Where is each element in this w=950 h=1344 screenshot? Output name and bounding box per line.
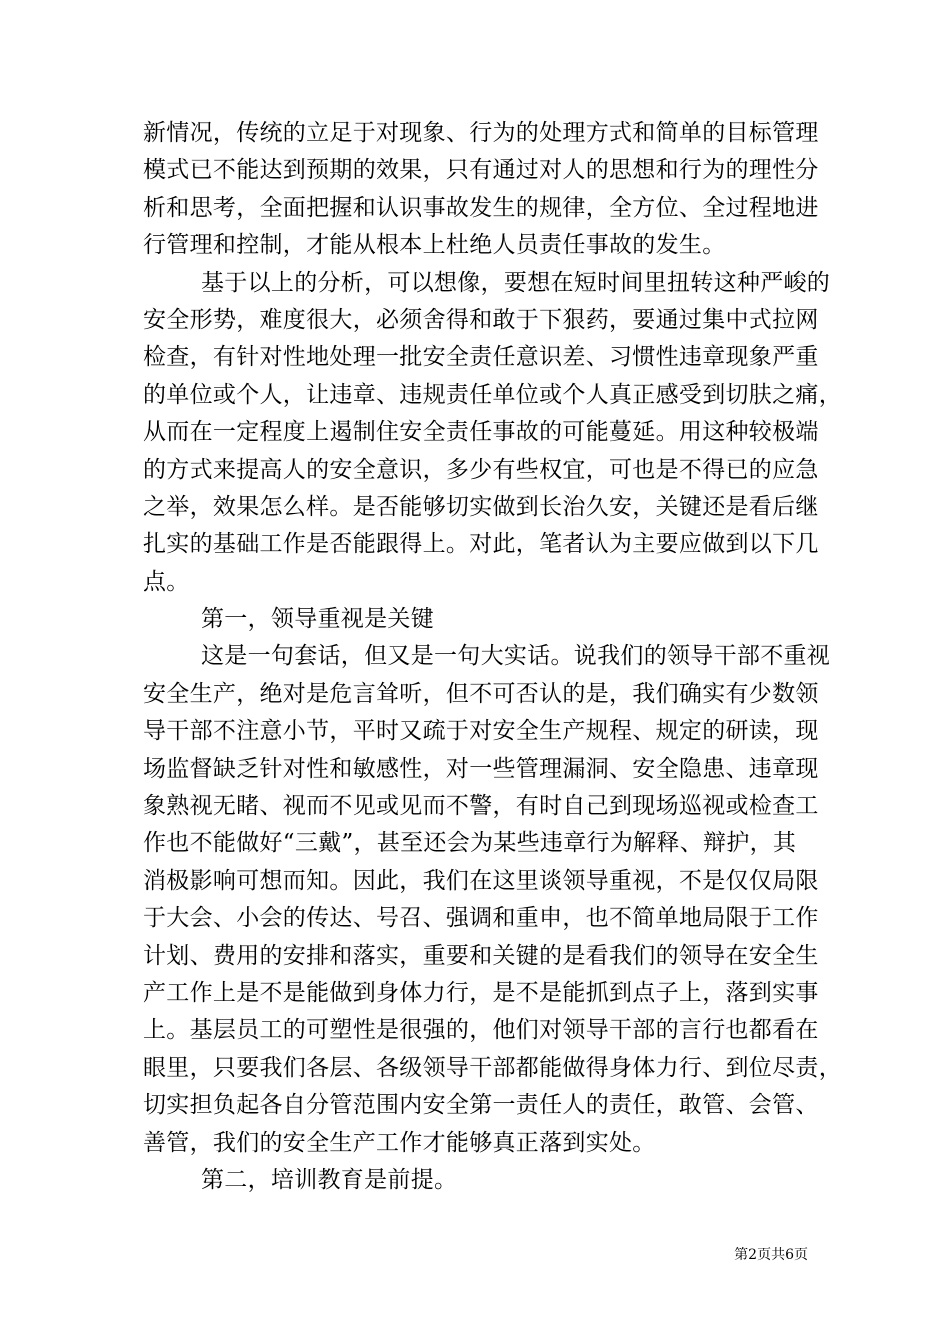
text-line: 第二，培训教育是前提。 (201, 1166, 458, 1193)
text-line: 导干部不注意小节，平时又疏于对安全生产规程、规定的研读，现 (143, 718, 819, 745)
text-line: 安全生产，绝对是危言耸听，但不可否认的是，我们确实有少数领 (143, 680, 819, 707)
text-line: 象熟视无睹、视而不见或见而不警，有时自己到现场巡视或检查工 (143, 793, 819, 820)
text-line: 安全形势，难度很大，必须舍得和敢于下狠药，要通过集中式拉网 (143, 306, 819, 333)
text-line: 切实担负起各自分管范围内安全第一责任人的责任，敢管、会管、 (143, 1092, 819, 1119)
text-line: 新情况，传统的立足于对现象、行为的处理方式和简单的目标管理 (143, 120, 819, 146)
text-line: 眼里，只要我们各层、各级领导干部都能做得身体力行、到位尽责， (143, 1054, 842, 1081)
text-line: 行管理和控制，才能从根本上杜绝人员责任事故的发生。 (143, 232, 726, 259)
text-line: 的单位或个人，让违章、违规责任单位或个人真正感受到切肤之痛， (143, 381, 842, 408)
text-line: 之举，效果怎么样。是否能够切实做到长治久安，关键还是看后继 (143, 493, 819, 520)
document-body (143, 115, 842, 1199)
text-line: 模式已不能达到预期的效果，只有通过对人的思想和行为的理性分 (143, 157, 819, 184)
text-line: 从而在一定程度上遏制住安全责任事故的可能蔓延。用这种较极端 (143, 419, 819, 446)
text-line: 产工作上是不是能做到身体力行，是不是能抓到点子上，落到实事 (143, 979, 819, 1006)
text-line: 这是一句套话，但又是一句大实话。说我们的领导干部不重视 (201, 643, 831, 670)
text-line: 于大会、小会的传达、号召、强调和重申，也不简单地局限于工作 (143, 905, 819, 932)
text-line: 上。基层员工的可塑性是很强的，他们对领导干部的言行也都看在 (143, 1017, 819, 1044)
text-line: 的方式来提高人的安全意识，多少有些权宜，可也是不得已的应急 (143, 456, 819, 483)
text-line: 场监督缺乏针对性和敏感性，对一些管理漏洞、安全隐患、违章现 (143, 755, 819, 782)
text-line: 计划、费用的安排和落实，重要和关键的是看我们的领导在安全生 (143, 942, 819, 969)
text-line: 作也不能做好“三戴”，甚至还会为某些违章行为解释、辩护，其 (143, 830, 797, 857)
page-number: 第2页共6页 (734, 1247, 808, 1263)
text-line: 第一，领导重视是关键 (201, 606, 434, 633)
text-line: 析和思考，全面把握和认识事故发生的规律，全方位、全过程地进 (143, 194, 819, 221)
text-line: 扎实的基础工作是否能跟得上。对此，笔者认为主要应做到以下几 (143, 531, 819, 558)
text-line: 消极影响可想而知。因此，我们在这里谈领导重视，不是仅仅局限 (143, 867, 819, 894)
text-line: 点。 (143, 568, 190, 595)
text-line: 善管，我们的安全生产工作才能够真正落到实处。 (143, 1129, 656, 1156)
text-line: 基于以上的分析，可以想像，要想在短时间里扭转这种严峻的 (201, 269, 831, 296)
text-line: 检查，有针对性地处理一批安全责任意识差、习惯性违章现象严重 (143, 344, 819, 371)
